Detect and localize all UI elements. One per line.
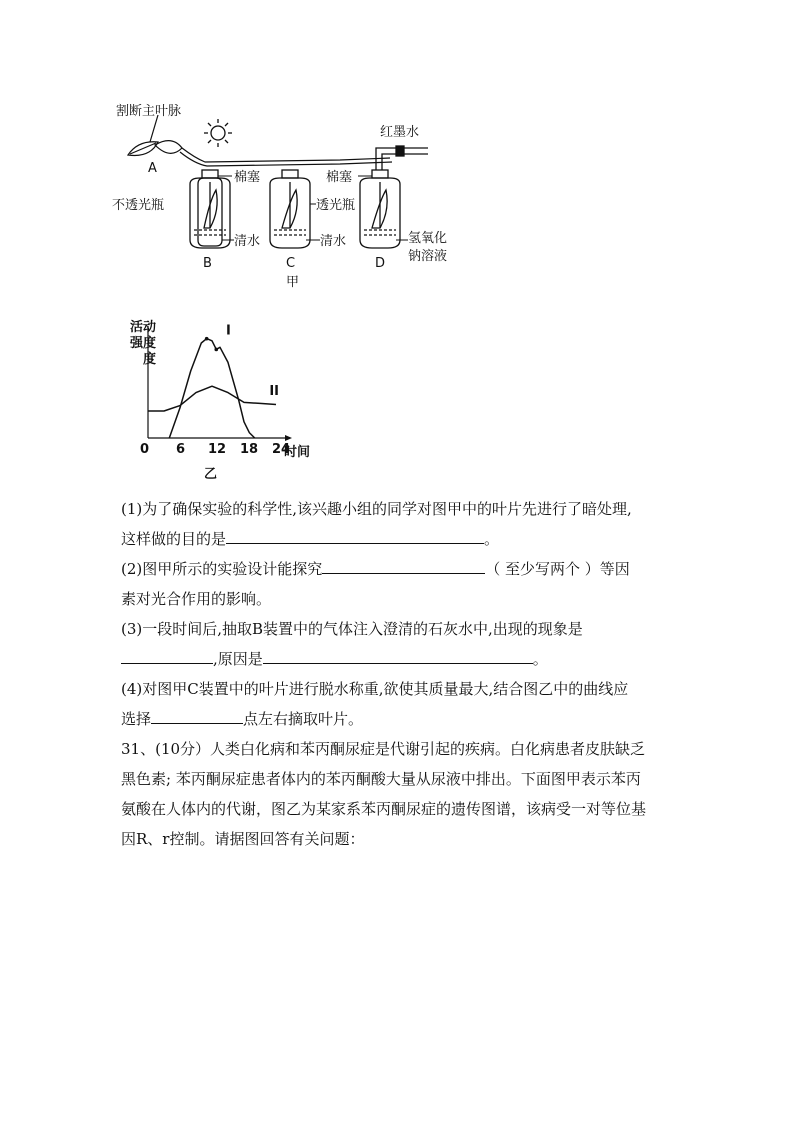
label-red-ink: 红墨水 bbox=[380, 125, 420, 140]
label-water-1: 清水 bbox=[234, 234, 261, 249]
label-a: A bbox=[148, 161, 157, 176]
q1-prefix: 这样做的目的是 bbox=[121, 530, 227, 548]
y-axis-label-3: 度 bbox=[143, 352, 157, 367]
question-block bbox=[121, 494, 681, 854]
label-cotton-2: 棉塞 bbox=[326, 170, 353, 185]
x-axis-label: 时间 bbox=[284, 445, 311, 460]
series-line-2 bbox=[148, 386, 276, 411]
q4-answer-blank[interactable] bbox=[151, 707, 243, 724]
q2-line-1 bbox=[121, 554, 681, 584]
label-b: B bbox=[203, 256, 212, 271]
q2-suffix: （ 至少写两个 ）等因 bbox=[485, 560, 630, 578]
y-axis-label-1: 活动 bbox=[130, 320, 157, 335]
label-water-2: 清水 bbox=[320, 234, 347, 249]
q4-suffix: 点左右摘取叶片。 bbox=[243, 710, 364, 728]
q1-answer-blank[interactable] bbox=[226, 527, 484, 544]
q31-line-2: 黑色素; 苯丙酮尿症患者体内的苯丙酮酸大量从尿液中排出。下面图甲表示苯丙 bbox=[121, 770, 641, 788]
bottle-d bbox=[360, 170, 400, 248]
x-tick-label: 12 bbox=[208, 442, 227, 457]
q3-reason-blank[interactable] bbox=[263, 647, 533, 664]
q31-line-4: 因R、r控制。请据图回答有关问题： bbox=[121, 830, 365, 848]
label-d: D bbox=[375, 256, 386, 271]
leaf-a-icon bbox=[128, 115, 392, 166]
bottle-b bbox=[190, 170, 230, 248]
x-tick-label: 18 bbox=[240, 442, 259, 457]
label-naoh-1: 氢氧化 bbox=[408, 231, 448, 246]
caption-yi: 乙 bbox=[204, 467, 218, 482]
q2-prefix: (2)图甲所示的实验设计能探究 bbox=[121, 560, 323, 578]
label-transparent-bottle: 透光瓶 bbox=[316, 198, 356, 213]
q1-suffix: 。 bbox=[484, 530, 500, 548]
label-naoh-2: 钠溶液 bbox=[408, 249, 448, 264]
label-opaque-bottle: 不透光瓶 bbox=[112, 198, 165, 213]
figure-yi bbox=[126, 316, 326, 490]
label-cut-vein: 割断主叶脉 bbox=[116, 104, 182, 119]
x-tick-label: 6 bbox=[176, 442, 186, 457]
q2-answer-blank[interactable] bbox=[322, 557, 485, 574]
activity-chart bbox=[126, 316, 326, 486]
sun-icon bbox=[204, 119, 232, 147]
x-tick-label: 24 bbox=[272, 442, 291, 457]
figure-jia bbox=[110, 100, 448, 290]
series-label-2: II bbox=[269, 384, 280, 400]
q31-line-3: 氨酸在人体内的代谢，图乙为某家系苯丙酮尿症的遗传图谱，该病受一对等位基 bbox=[121, 800, 647, 818]
x-tick-label: 0 bbox=[140, 442, 150, 457]
q3-suffix: 。 bbox=[532, 650, 548, 668]
x-axis-arrow bbox=[285, 435, 292, 441]
bottle-c bbox=[270, 170, 310, 248]
label-c: C bbox=[286, 256, 296, 271]
series-point bbox=[214, 348, 218, 352]
q31-line-1: 31、(10分）人类白化病和苯丙酮尿症是代谢引起的疾病。白化病患者皮肤缺乏 bbox=[121, 740, 646, 758]
series-label-1: I bbox=[226, 323, 231, 339]
q3-middle: ,原因是 bbox=[213, 650, 263, 668]
q4-prefix: 选择 bbox=[121, 710, 152, 728]
q1-line-2 bbox=[121, 524, 681, 554]
q4-line-1: (4)对图甲C装置中的叶片进行脱水称重,欲使其质量最大,结合图乙中的曲线应 bbox=[121, 680, 629, 698]
q4-line-2 bbox=[121, 704, 681, 734]
q3-phenomenon-blank[interactable] bbox=[121, 647, 213, 664]
label-cotton-1: 棉塞 bbox=[234, 170, 261, 185]
q1-line-1: (1)为了确保实验的科学性,该兴趣小组的同学对图甲中的叶片先进行了暗处理, bbox=[121, 500, 632, 518]
series-line-1 bbox=[169, 339, 254, 438]
apparatus-diagram bbox=[110, 100, 448, 290]
y-axis-label-2: 强度 bbox=[130, 336, 157, 351]
caption-jia: 甲 bbox=[286, 275, 300, 290]
q3-line-1: (3)一段时间后,抽取B装置中的气体注入澄清的石灰水中,出现的现象是 bbox=[121, 620, 583, 638]
q3-line-2 bbox=[121, 644, 681, 674]
series-point bbox=[205, 337, 209, 341]
q2-line-2: 素对光合作用的影响。 bbox=[121, 590, 272, 608]
